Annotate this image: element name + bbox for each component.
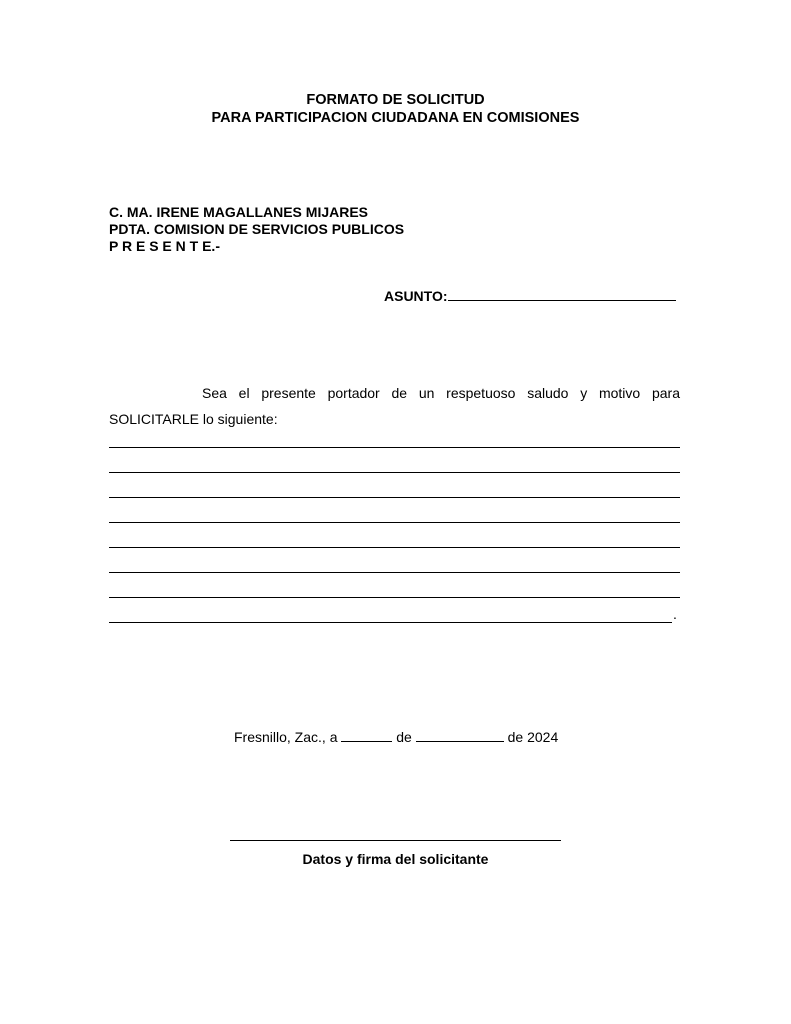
request-blank-line[interactable] [109, 497, 680, 498]
subject-label: ASUNTO: [384, 288, 448, 304]
request-blank-line[interactable] [109, 597, 680, 598]
signature-line[interactable] [230, 840, 561, 841]
addressee-greeting: P R E S E N T E.- [109, 238, 220, 254]
document-title: FORMATO DE SOLICITUD [306, 92, 485, 108]
body-paragraph-line-1 [109, 384, 680, 402]
body-text-1: Sea el presente portador de un respetuoso saludo y motivo para [202, 385, 680, 401]
date-prefix: Fresnillo, Zac., a [234, 729, 338, 745]
signature-label: Datos y firma del solicitante [302, 851, 489, 867]
day-blank[interactable] [341, 729, 392, 742]
date-line [234, 729, 558, 746]
request-blank-line[interactable] [109, 622, 672, 623]
subject-field [384, 287, 676, 305]
date-connector: de [396, 729, 412, 745]
request-blank-line[interactable] [109, 472, 680, 473]
request-end-mark: . [673, 606, 677, 622]
subject-blank[interactable] [448, 287, 676, 301]
document-subtitle: PARA PARTICIPACION CIUDADANA EN COMISIONES [211, 110, 580, 126]
addressee-position: PDTA. COMISION DE SERVICIOS PUBLICOS [109, 221, 405, 237]
request-blank-line[interactable] [109, 547, 680, 548]
body-paragraph-line-2: SOLICITARLE lo siguiente: [109, 411, 278, 427]
request-blank-line[interactable] [109, 522, 680, 523]
addressee-name: C. MA. IRENE MAGALLANES MIJARES [109, 204, 369, 220]
month-blank[interactable] [416, 729, 504, 742]
request-blank-line[interactable] [109, 572, 680, 573]
request-blank-line[interactable] [109, 447, 680, 448]
date-year: de 2024 [507, 729, 559, 745]
